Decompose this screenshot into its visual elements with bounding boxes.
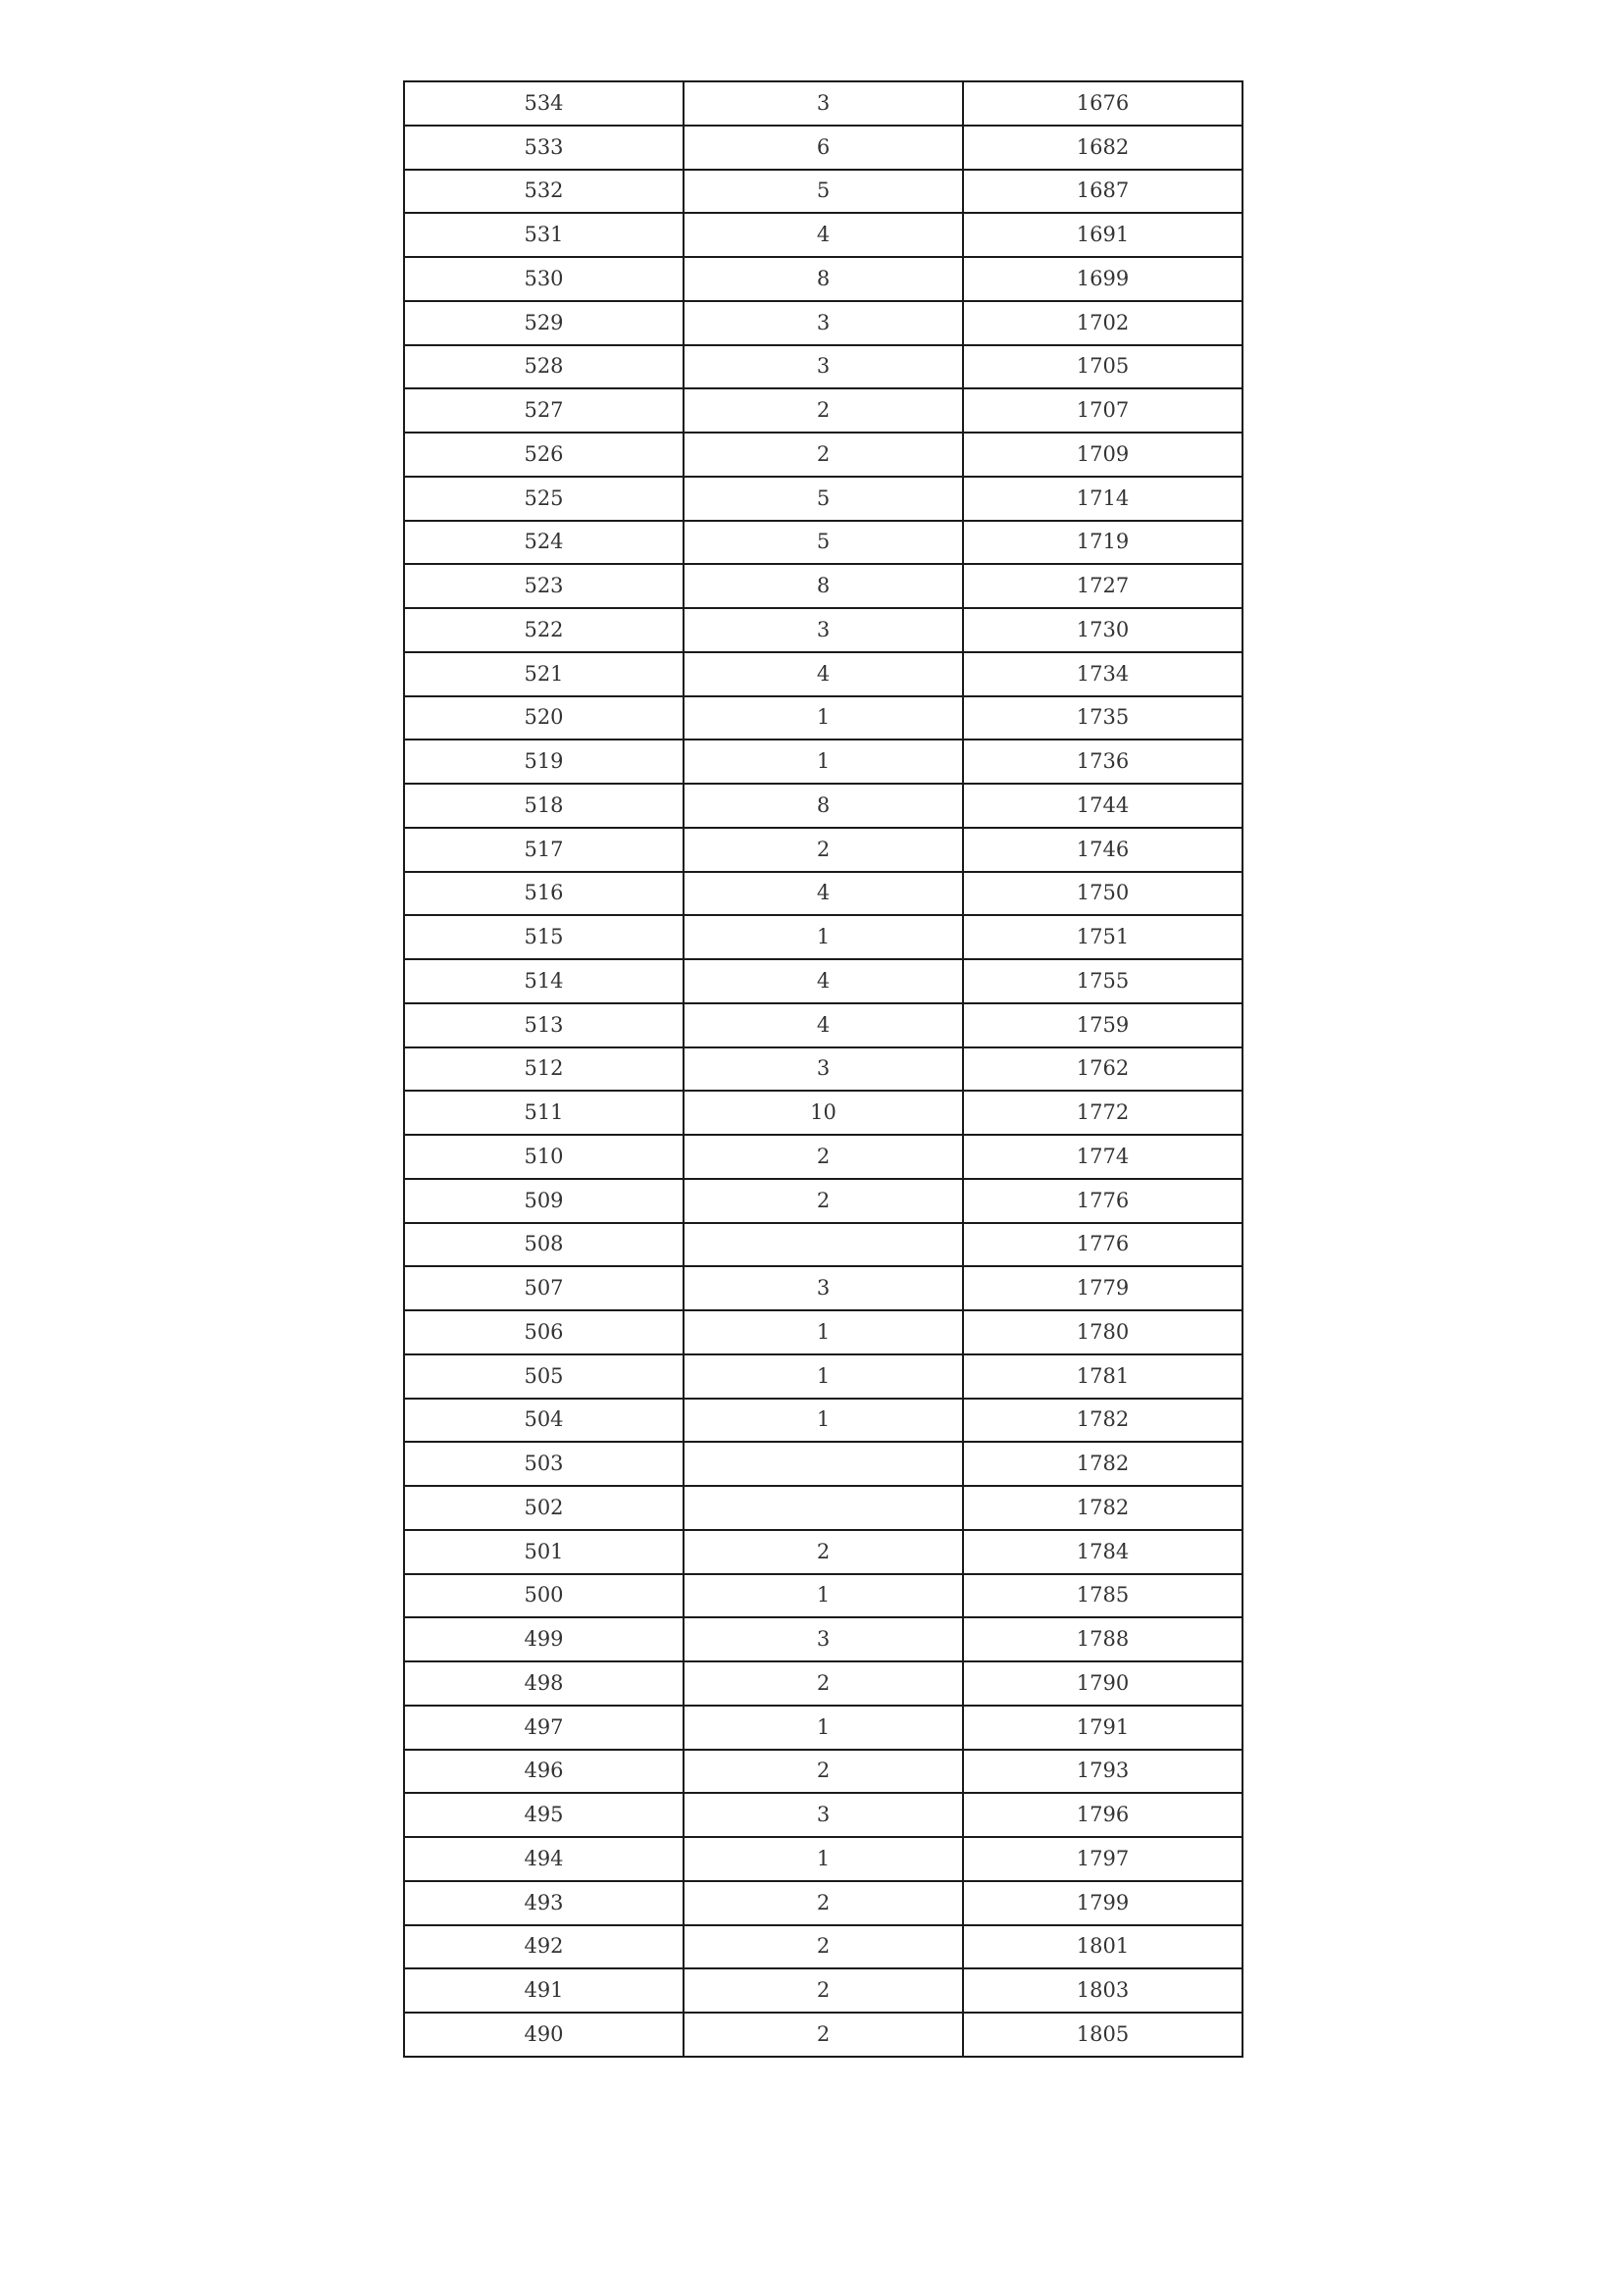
score-cell: 522	[404, 608, 684, 652]
cumulative-cell: 1796	[963, 1793, 1243, 1837]
table-row	[404, 257, 1243, 301]
count-cell: 1	[684, 915, 963, 959]
score-cell: 512	[404, 1047, 684, 1092]
count-cell: 2	[684, 1750, 963, 1794]
cumulative-cell: 1784	[963, 1530, 1243, 1574]
cumulative-cell: 1727	[963, 564, 1243, 608]
score-cell: 516	[404, 872, 684, 916]
score-cell: 494	[404, 1837, 684, 1881]
count-cell: 3	[684, 81, 963, 126]
cumulative-cell: 1774	[963, 1135, 1243, 1179]
count-cell: 6	[684, 126, 963, 170]
table-row	[404, 1574, 1243, 1618]
count-cell: 8	[684, 564, 963, 608]
cumulative-cell: 1691	[963, 213, 1243, 257]
table-row	[404, 1486, 1243, 1530]
count-cell: 5	[684, 521, 963, 565]
score-cell: 513	[404, 1003, 684, 1047]
count-cell: 4	[684, 959, 963, 1003]
table-row	[404, 1310, 1243, 1354]
count-cell: 5	[684, 170, 963, 214]
cumulative-cell: 1676	[963, 81, 1243, 126]
cumulative-cell: 1751	[963, 915, 1243, 959]
score-cell: 532	[404, 170, 684, 214]
cumulative-cell: 1782	[963, 1486, 1243, 1530]
table-row	[404, 1223, 1243, 1267]
cumulative-cell: 1791	[963, 1706, 1243, 1750]
table-row	[404, 828, 1243, 872]
score-cell: 519	[404, 740, 684, 784]
count-cell: 3	[684, 608, 963, 652]
score-cell: 493	[404, 1881, 684, 1925]
score-cell: 534	[404, 81, 684, 126]
count-cell: 2	[684, 1661, 963, 1706]
count-cell: 3	[684, 345, 963, 389]
count-cell: 1	[684, 696, 963, 740]
score-cell: 523	[404, 564, 684, 608]
table-row	[404, 1135, 1243, 1179]
cumulative-cell: 1759	[963, 1003, 1243, 1047]
cumulative-cell: 1801	[963, 1925, 1243, 1969]
cumulative-cell: 1735	[963, 696, 1243, 740]
cumulative-cell: 1776	[963, 1223, 1243, 1267]
count-cell: 2	[684, 433, 963, 477]
count-cell: 4	[684, 1003, 963, 1047]
count-cell: 1	[684, 1837, 963, 1881]
score-cell: 520	[404, 696, 684, 740]
table-row	[404, 1399, 1243, 1443]
score-cell: 491	[404, 1968, 684, 2013]
score-cell: 526	[404, 433, 684, 477]
cumulative-cell: 1790	[963, 1661, 1243, 1706]
table-row	[404, 81, 1243, 126]
score-cell: 528	[404, 345, 684, 389]
table-row	[404, 1837, 1243, 1881]
score-cell: 518	[404, 784, 684, 828]
count-cell: 1	[684, 1574, 963, 1618]
cumulative-cell: 1714	[963, 477, 1243, 521]
score-cell: 503	[404, 1442, 684, 1486]
table-row	[404, 388, 1243, 433]
score-cell: 497	[404, 1706, 684, 1750]
count-cell: 3	[684, 1793, 963, 1837]
cumulative-cell: 1699	[963, 257, 1243, 301]
score-cell: 524	[404, 521, 684, 565]
table-row	[404, 1442, 1243, 1486]
table-row	[404, 1003, 1243, 1047]
table-row	[404, 784, 1243, 828]
cumulative-cell: 1785	[963, 1574, 1243, 1618]
count-cell: 2	[684, 2013, 963, 2057]
count-cell	[684, 1223, 963, 1267]
score-cell: 505	[404, 1354, 684, 1399]
count-cell: 2	[684, 1135, 963, 1179]
count-cell: 3	[684, 1047, 963, 1092]
table-row	[404, 521, 1243, 565]
count-cell: 2	[684, 828, 963, 872]
table-row	[404, 477, 1243, 521]
count-cell: 4	[684, 872, 963, 916]
score-cell: 500	[404, 1574, 684, 1618]
count-cell: 1	[684, 1354, 963, 1399]
cumulative-cell: 1762	[963, 1047, 1243, 1092]
score-cell: 501	[404, 1530, 684, 1574]
table-row	[404, 1793, 1243, 1837]
table-row	[404, 1266, 1243, 1310]
count-cell: 3	[684, 301, 963, 345]
count-cell: 2	[684, 388, 963, 433]
cumulative-cell: 1797	[963, 1837, 1243, 1881]
cumulative-cell: 1776	[963, 1179, 1243, 1223]
score-cell: 521	[404, 652, 684, 696]
count-cell: 1	[684, 1310, 963, 1354]
cumulative-cell: 1707	[963, 388, 1243, 433]
count-cell: 1	[684, 1706, 963, 1750]
table-row	[404, 1925, 1243, 1969]
score-cell: 531	[404, 213, 684, 257]
table-row	[404, 301, 1243, 345]
table-row	[404, 345, 1243, 389]
cumulative-cell: 1782	[963, 1399, 1243, 1443]
score-cell: 515	[404, 915, 684, 959]
table-row	[404, 126, 1243, 170]
count-cell: 8	[684, 784, 963, 828]
cumulative-cell: 1736	[963, 740, 1243, 784]
count-cell: 1	[684, 1399, 963, 1443]
count-cell: 8	[684, 257, 963, 301]
score-cell: 510	[404, 1135, 684, 1179]
table-row	[404, 1881, 1243, 1925]
score-cell: 496	[404, 1750, 684, 1794]
count-cell: 4	[684, 213, 963, 257]
count-cell	[684, 1486, 963, 1530]
count-cell: 10	[684, 1091, 963, 1135]
cumulative-cell: 1750	[963, 872, 1243, 916]
score-cell: 525	[404, 477, 684, 521]
score-cell: 499	[404, 1617, 684, 1661]
cumulative-cell: 1734	[963, 652, 1243, 696]
cumulative-cell: 1779	[963, 1266, 1243, 1310]
count-cell: 1	[684, 740, 963, 784]
score-cell: 502	[404, 1486, 684, 1530]
count-cell: 3	[684, 1617, 963, 1661]
count-cell: 2	[684, 1530, 963, 1574]
cumulative-cell: 1780	[963, 1310, 1243, 1354]
cumulative-cell: 1772	[963, 1091, 1243, 1135]
score-cell: 490	[404, 2013, 684, 2057]
table-row	[404, 696, 1243, 740]
score-cell: 508	[404, 1223, 684, 1267]
table-row	[404, 915, 1243, 959]
score-cell: 517	[404, 828, 684, 872]
table-row	[404, 1750, 1243, 1794]
count-cell	[684, 1442, 963, 1486]
cumulative-cell: 1705	[963, 345, 1243, 389]
cumulative-cell: 1744	[963, 784, 1243, 828]
table-row	[404, 1091, 1243, 1135]
cumulative-cell: 1781	[963, 1354, 1243, 1399]
count-cell: 2	[684, 1881, 963, 1925]
cumulative-cell: 1788	[963, 1617, 1243, 1661]
table-row	[404, 1706, 1243, 1750]
cumulative-cell: 1782	[963, 1442, 1243, 1486]
table-row	[404, 433, 1243, 477]
table-row	[404, 1354, 1243, 1399]
cumulative-cell: 1719	[963, 521, 1243, 565]
cumulative-cell: 1687	[963, 170, 1243, 214]
table-row	[404, 1968, 1243, 2013]
score-cell: 507	[404, 1266, 684, 1310]
table-row	[404, 213, 1243, 257]
count-cell: 2	[684, 1925, 963, 1969]
cumulative-cell: 1709	[963, 433, 1243, 477]
count-cell: 5	[684, 477, 963, 521]
table-row	[404, 652, 1243, 696]
cumulative-cell: 1803	[963, 1968, 1243, 2013]
score-cell: 509	[404, 1179, 684, 1223]
table-row	[404, 1661, 1243, 1706]
count-cell: 2	[684, 1179, 963, 1223]
cumulative-cell: 1730	[963, 608, 1243, 652]
table-body	[404, 81, 1243, 2057]
count-cell: 2	[684, 1968, 963, 2013]
cumulative-cell: 1682	[963, 126, 1243, 170]
table-row	[404, 1047, 1243, 1092]
score-cell: 511	[404, 1091, 684, 1135]
count-cell: 4	[684, 652, 963, 696]
score-cell: 533	[404, 126, 684, 170]
score-cell: 504	[404, 1399, 684, 1443]
table-row	[404, 564, 1243, 608]
table-row	[404, 2013, 1243, 2057]
table-row	[404, 740, 1243, 784]
cumulative-cell: 1702	[963, 301, 1243, 345]
cumulative-cell: 1799	[963, 1881, 1243, 1925]
table-row	[404, 959, 1243, 1003]
score-cell: 492	[404, 1925, 684, 1969]
table-row	[404, 872, 1243, 916]
cumulative-cell: 1755	[963, 959, 1243, 1003]
cumulative-cell: 1805	[963, 2013, 1243, 2057]
score-cell: 514	[404, 959, 684, 1003]
score-cell: 495	[404, 1793, 684, 1837]
table-row	[404, 1179, 1243, 1223]
score-cell: 527	[404, 388, 684, 433]
score-cell: 498	[404, 1661, 684, 1706]
table-row	[404, 1530, 1243, 1574]
count-cell: 3	[684, 1266, 963, 1310]
cumulative-cell: 1746	[963, 828, 1243, 872]
table-row	[404, 170, 1243, 214]
table-row	[404, 1617, 1243, 1661]
score-cell: 529	[404, 301, 684, 345]
score-distribution-table	[403, 80, 1243, 2058]
score-cell: 530	[404, 257, 684, 301]
score-cell: 506	[404, 1310, 684, 1354]
table-row	[404, 608, 1243, 652]
cumulative-cell: 1793	[963, 1750, 1243, 1794]
